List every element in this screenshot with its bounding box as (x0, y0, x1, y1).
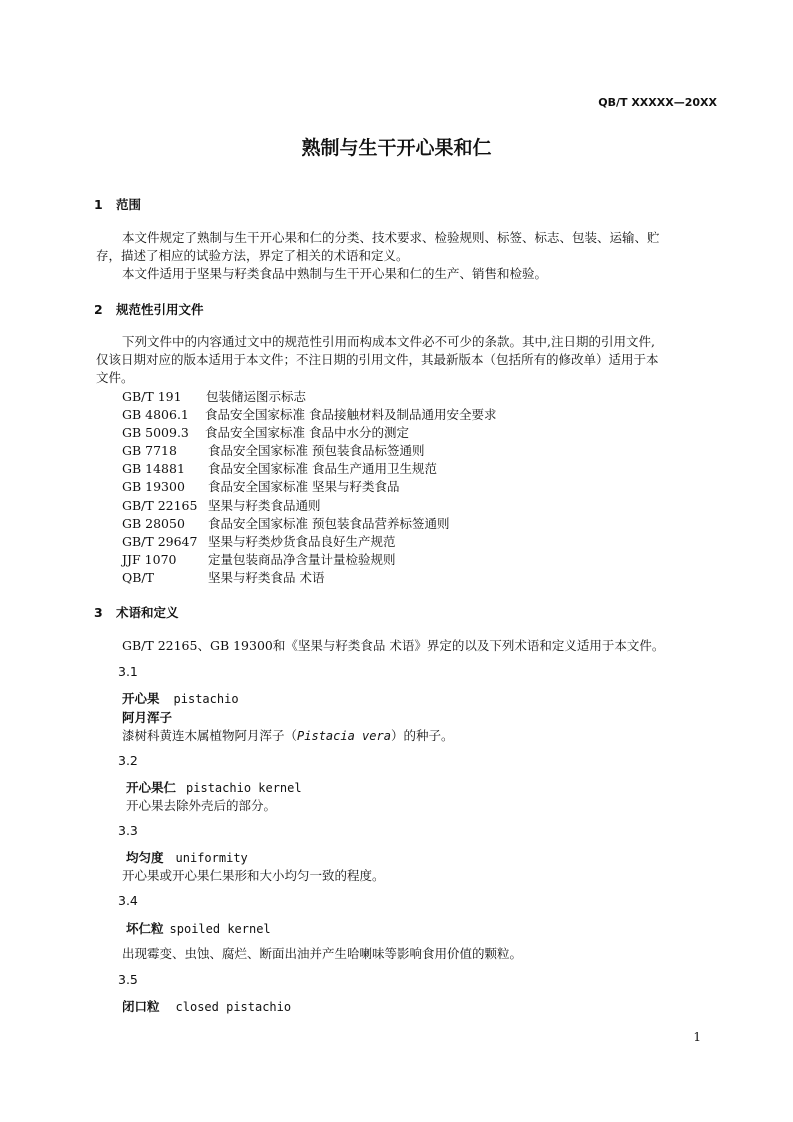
term-alternate: 阿月浑子 (122, 710, 173, 725)
reference-code: GB 7718 (122, 443, 177, 458)
reference-code: GB/T 29647 (122, 534, 198, 549)
term-en: pistachio (173, 692, 239, 706)
reference-row (122, 477, 399, 495)
section-title: 范围 (116, 197, 142, 212)
term-en: uniformity (175, 851, 248, 865)
term-zh: 均匀度 (126, 850, 164, 865)
term-zh: 开心果 (122, 691, 160, 706)
reference-code: GB 28050 (122, 516, 185, 531)
reference-row (122, 405, 496, 423)
term-number: 3.5 (118, 972, 138, 987)
term-number: 3.1 (118, 664, 138, 679)
reference-code: GB/T 191 (122, 389, 182, 404)
term-heading (122, 997, 291, 1015)
reference-row (122, 459, 437, 477)
section-heading-terms (94, 603, 179, 621)
reference-title: 食品安全国家标准 预包装食品标签通则 (208, 443, 425, 458)
normative-intro-line: 仅该日期对应的版本适用于本文件；不注日期的引用文件，其最新版本（包括所有的修改单）适用于本 (96, 352, 659, 367)
scope-paragraph-line: 存，描述了相应的试验方法，界定了相关的术语和定义。 (96, 248, 409, 263)
reference-title: 坚果与籽类食品通则 (208, 498, 321, 513)
document-title: 熟制与生干开心果和仁 (301, 137, 492, 159)
term-definition: 开心果或开心果仁果形和大小均匀一致的程度。 (122, 868, 385, 883)
reference-code: GB 4806.1 (122, 407, 189, 422)
reference-code: GB 14881 (122, 461, 185, 476)
section-number: 3 (94, 605, 103, 620)
reference-row (122, 532, 396, 550)
scope-paragraph: 本文件适用于坚果与籽类食品中熟制与生干开心果和仁的生产、销售和检验。 (122, 266, 548, 281)
term-number: 3.4 (118, 893, 138, 908)
term-number: 3.2 (118, 753, 138, 768)
reference-title: 食品安全国家标准 食品接触材料及制品通用安全要求 (205, 407, 497, 422)
section-title: 术语和定义 (116, 605, 179, 620)
reference-code: QB/T (122, 570, 154, 585)
page-number: 1 (693, 1030, 701, 1044)
term-en: spoiled kernel (169, 922, 271, 936)
term-heading (126, 848, 248, 866)
reference-title: 坚果与籽类食品 术语 (208, 570, 325, 585)
reference-row (122, 514, 449, 532)
reference-row (122, 568, 324, 586)
term-zh: 闭口粒 (122, 999, 160, 1014)
term-definition: 出现霉变、虫蚀、腐烂、断面出油并产生哈喇味等影响食用价值的颗粒。 (122, 946, 523, 961)
term-heading (126, 919, 271, 937)
reference-row (122, 441, 424, 459)
term-definition (122, 726, 453, 744)
normative-intro-line: 文件。 (96, 370, 134, 385)
reference-code: JJF 1070 (122, 552, 177, 567)
reference-title: 包装储运图示标志 (206, 389, 307, 404)
reference-title: 定量包装商品净含量计量检验规则 (208, 552, 396, 567)
reference-title: 食品安全国家标准 食品生产通用卫生规范 (208, 461, 437, 476)
reference-title: 食品安全国家标准 预包装食品营养标签通则 (208, 516, 450, 531)
reference-row (122, 387, 306, 405)
scope-paragraph-line: 本文件规定了熟制与生干开心果和仁的分类、技术要求、检验规则、标签、标志、包装、运输、贮 (122, 230, 660, 245)
latin-name: Pistacia vera (297, 729, 391, 743)
term-zh: 坏仁粒 (126, 921, 164, 936)
term-en: pistachio kernel (186, 781, 302, 795)
term-heading (126, 778, 302, 796)
reference-row (122, 423, 409, 441)
definition-text: 漆树科黄连木属植物阿月浑子（ (122, 728, 298, 743)
section-heading-scope (94, 195, 141, 213)
reference-code: GB/T 22165 (122, 498, 198, 513)
reference-row (122, 496, 321, 514)
standard-code: QB/T XXXXX—20XX (598, 96, 717, 109)
section-number: 2 (94, 302, 103, 317)
reference-code: GB 19300 (122, 479, 185, 494)
reference-code: GB 5009.3 (122, 425, 189, 440)
reference-title: 食品安全国家标准 坚果与籽类食品 (208, 479, 400, 494)
terms-intro: GB/T 22165、GB 19300和《坚果与籽类食品 术语》界定的以及下列术语和定义适用于本文件。 (122, 638, 665, 653)
term-en: closed pistachio (175, 1000, 292, 1014)
section-number: 1 (94, 197, 103, 212)
section-title: 规范性引用文件 (116, 302, 204, 317)
reference-title: 坚果与籽类炒货食品良好生产规范 (208, 534, 396, 549)
reference-title: 食品安全国家标准 食品中水分的测定 (205, 425, 409, 440)
term-heading (122, 689, 239, 707)
definition-text: ）的种子。 (390, 728, 454, 743)
term-zh: 开心果仁 (126, 780, 177, 795)
term-number: 3.3 (118, 823, 138, 838)
section-heading-normative (94, 300, 204, 318)
normative-intro-line: 下列文件中的内容通过文中的规范性引用而构成本文件必不可少的条款。其中,注日期的引用文件, (122, 334, 655, 349)
term-definition: 开心果去除外壳后的部分。 (126, 798, 277, 813)
reference-row (122, 550, 396, 568)
